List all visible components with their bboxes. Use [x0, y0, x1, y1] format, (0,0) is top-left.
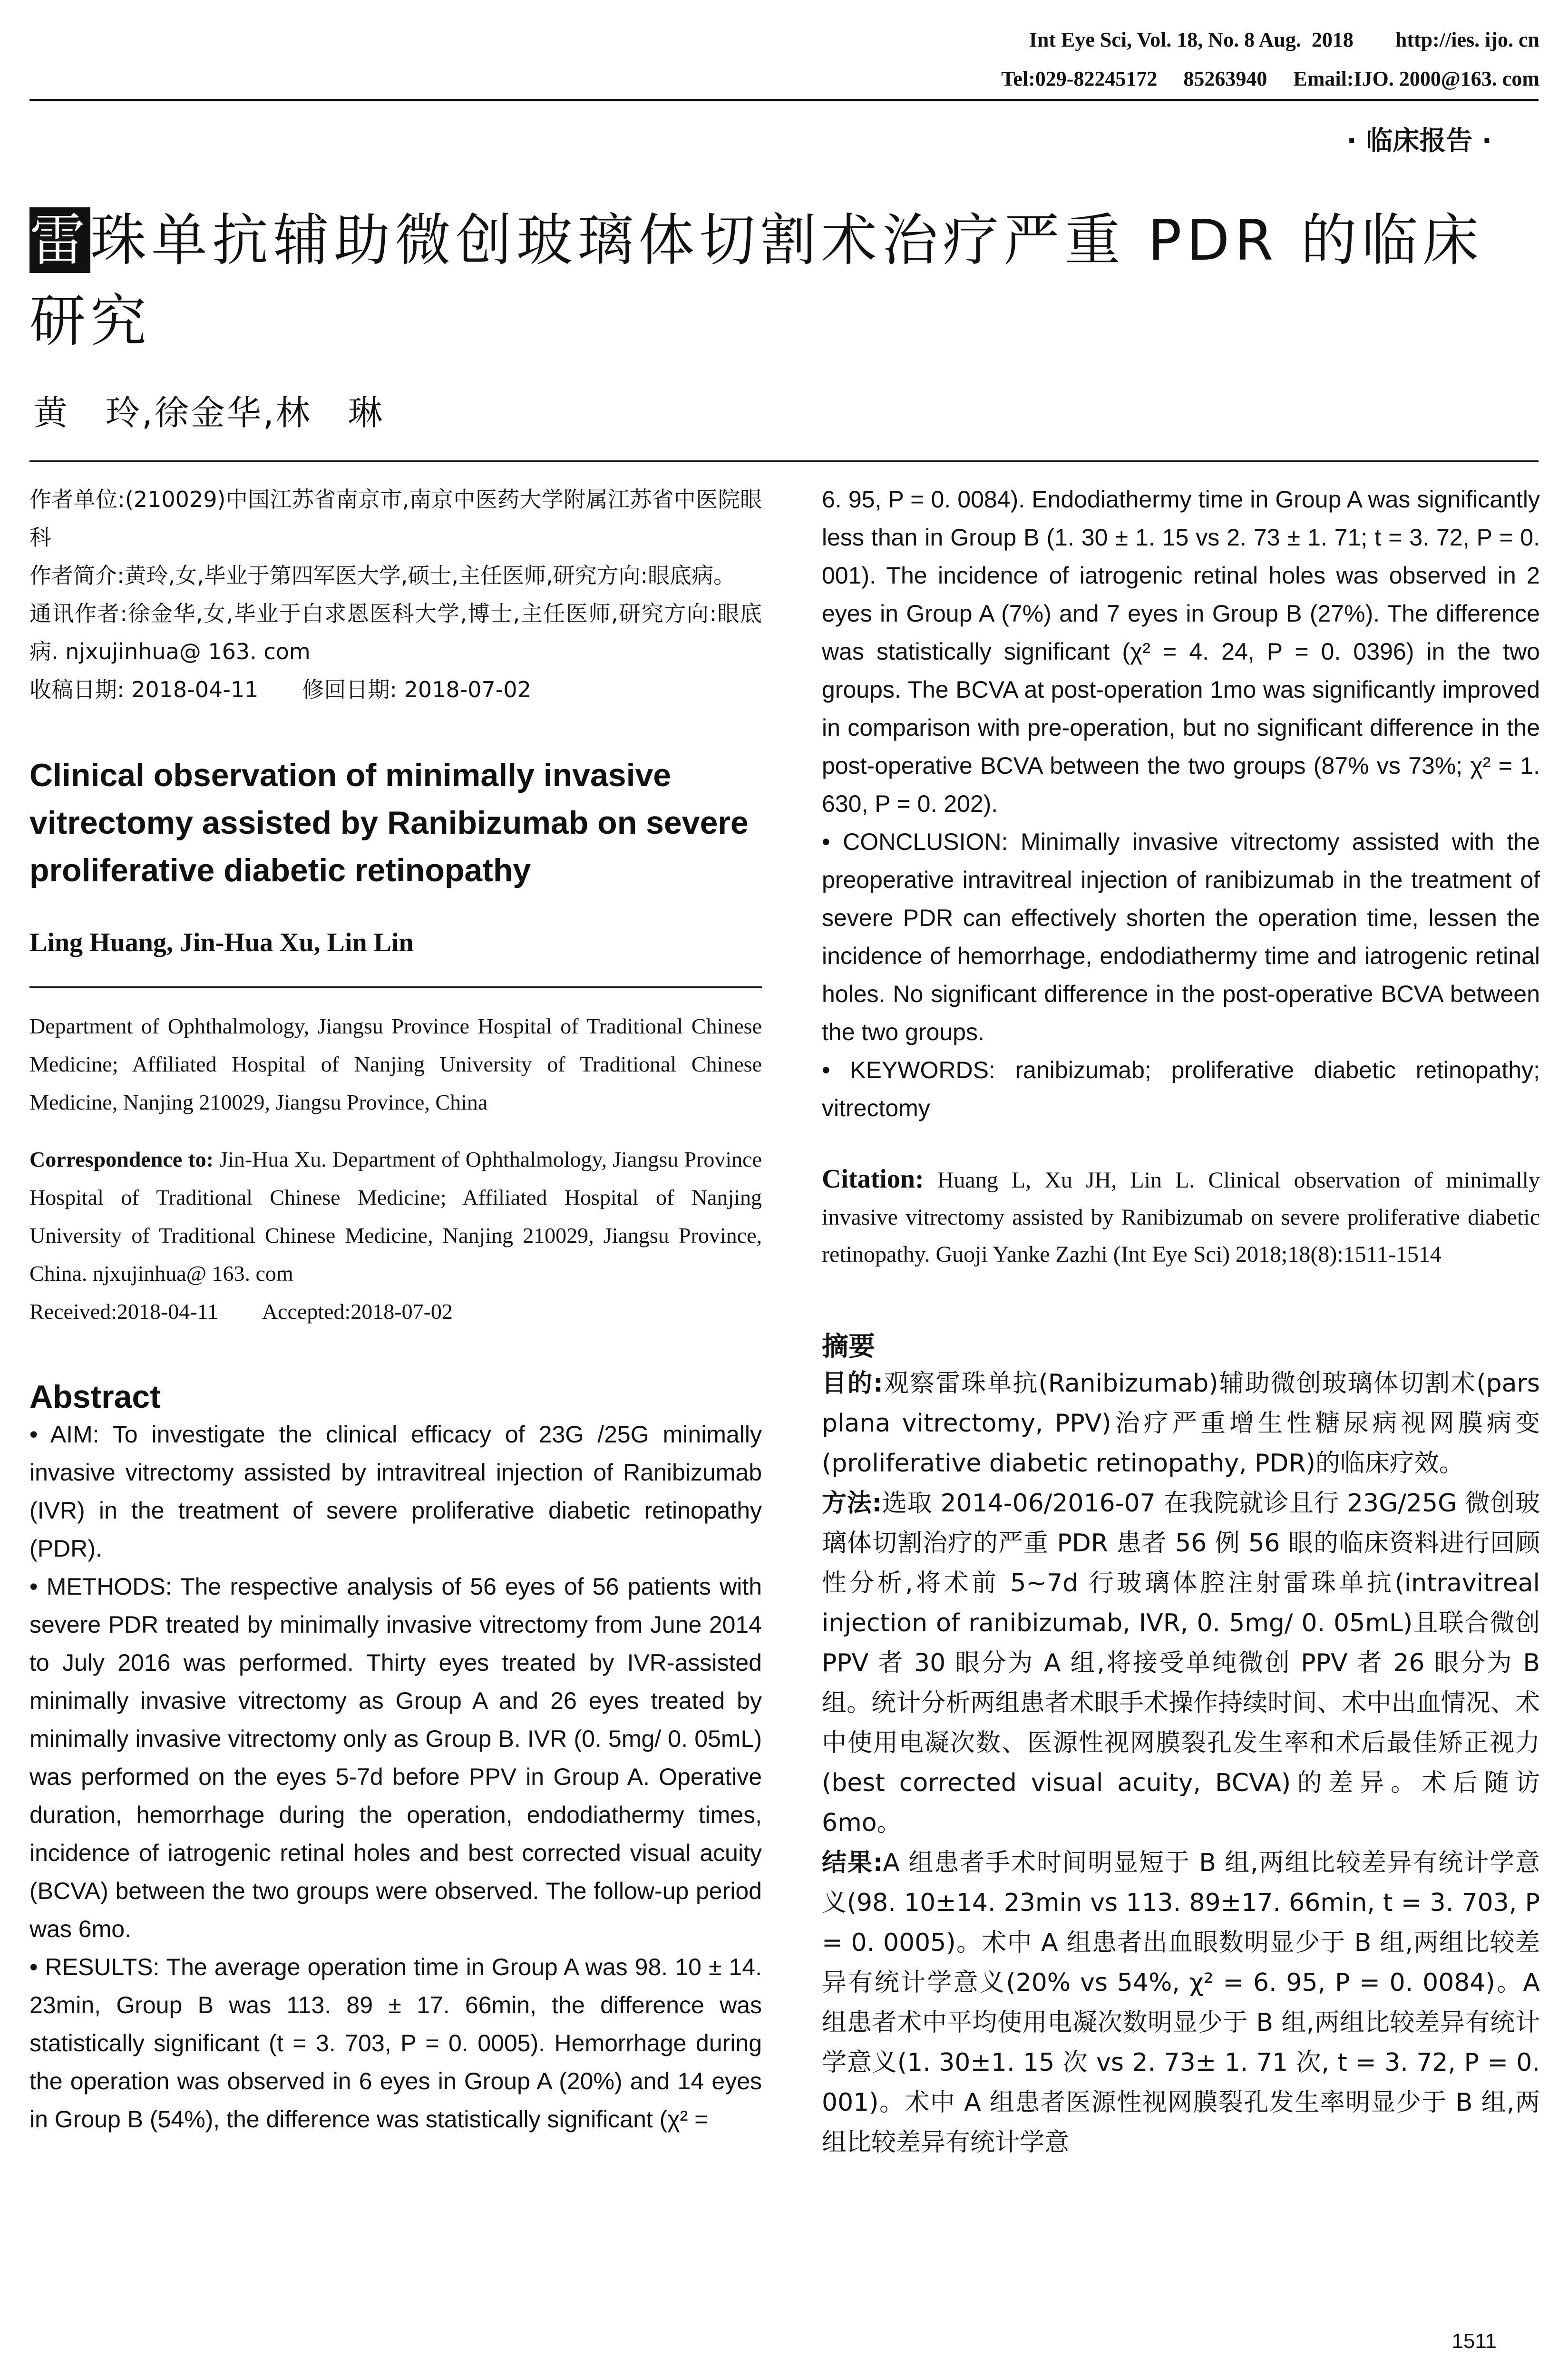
dates-cn: 收稿日期: 2018-04-11 修回日期: 2018-07-02 [29, 677, 531, 702]
section-tag: · 临床报告 · [1346, 126, 1492, 156]
article-title-cn [29, 200, 1542, 361]
header-rule [29, 99, 1539, 101]
authors-en: Ling Huang, Jin-Hua Xu, Lin Lin [29, 927, 762, 988]
cn-abstract-aim [822, 1364, 1540, 1483]
abstract-methods: • METHODS: The respective analysis of 56 eyes of 56 patients with severe PDR treated by minimally invasive vitrectomy from June 2014 to July 2016 was performed. Thirty eyes treated by IVR-assisted minimally invasive vitrectomy as Group A and 26 eyes treated by minimally invasive vitrectomy only as Group B. IVR (0. 5mg/ 0. 05mL) was performed on the eyes 5-7d before PPV in Group A. Operative duration, hemorrhage during the operation, endodiathermy times, incidence of iatrogenic retinal holes and best corrected visual acuity (BCVA) between the two groups were observed. The follow-up period was 6mo. [29, 1573, 762, 1942]
citation-label: Citation: [822, 1164, 924, 1194]
article-title-en: Clinical observation of minimally invasive vitrectomy assisted by Ranibizumab on severe proliferative diabetic retinopathy [29, 757, 749, 888]
abstract-results-cont: 6. 95, P = 0. 0084). Endodiathermy time in Group A was significantly less than in Group B (1. 30 ± 1. 15 vs 2. 73 ± 1. 71; t = 3. 72, P = 0. 001). The incidence of iatrogenic retinal holes was observed in 2 eyes in Group A (7%) and 7 eyes in Group B (27%). The difference was statistically significant (χ² = 4. 24, P = 0. 0396) in the two groups. The BCVA at post-operation 1mo was significantly improved in comparison with pre-operation, but no significant difference in the post-operative BCVA between the two groups (87% vs 73%; χ² = 1. 630, P = 0. 202). [822, 486, 1540, 817]
cn-abstract-results [822, 1843, 1540, 2163]
correspondence-en [29, 1140, 762, 1293]
abstract-results: • RESULTS: The average operation time in Group A was 98. 10 ± 14. 23min, Group B was 113. 89 ± 17. 66min, the difference was statistically significant (t = 3. 703, P = 0. 0005). Hemorrhage during the operation was observed in 6 eyes in Group A (20%) and 14 eyes in Group B (54%), the difference was statistically significant (χ² = [29, 1954, 762, 2133]
title-first-char: 雷 [29, 207, 91, 273]
author-bio: 作者简介:黄玲,女,毕业于第四军医大学,硕士,主任医师,研究方向:眼底病。 [29, 563, 736, 588]
correspondence-label: Correspondence to: [29, 1147, 214, 1171]
cn-abstract-methods [822, 1483, 1540, 1843]
abstract-heading: Abstract [29, 1379, 161, 1415]
right-column [822, 480, 1540, 2163]
correspondence-text: Jin-Hua Xu. Department of Ophthalmology, Jiangsu Province Hospital of Traditional Chinese Medicine; Affiliated Hospital of Nanjing University of Traditional Chinese Medicine, Nanjing 210029, Jiangsu Province, China. njxujinhua@ 163. com [29, 1147, 762, 1286]
left-column [29, 480, 762, 2138]
citation [822, 1160, 1540, 1273]
cn-methods-text: 选取 2014-06/2016-07 在我院就诊且行 23G/25G 微创玻璃体切割治疗的严重 PDR 患者 56 例 56 眼的临床资料进行回顾性分析,将术前 5~7d 行玻璃体腔注射雷珠单抗(intravitreal injection of ranibizumab, IVR, 0. 5mg/ 0. 05mL)且联合微创 PPV 者 30 眼分为 A 组,将接受单纯微创 PPV 者 26 眼分为 B 组。统计分析两组患者术眼手术操作持续时间、术中出血情况、术中使用电凝次数、医源性视网膜裂孔发生率和术后最佳矫正视力(best corrected visual acuity, BCVA)的差异。术后随访 6mo。 [822, 1489, 1540, 1837]
received-accepted: Received:2018-04-11 Accepted:2018-07-02 [29, 1299, 453, 1324]
citation-text: Huang L, Xu JH, Lin L. Clinical observation of minimally invasive vitrectomy assisted by Ranibizumab on severe proliferative diabetic retinopathy. Guoji Yanke Zazhi (Int Eye Sci) 2018;18(8):1511-1514 [822, 1168, 1540, 1267]
cn-results-text: A 组患者手术时间明显短于 B 组,两组比较差异有统计学意义(98. 10±14. 23min vs 113. 89±17. 66min, t = 3. 703, P = 0. 0005)。术中 A 组患者出血眼数明显少于 B 组,两组比较差异有统计学意义(20% vs 54%, χ² = 6. 95, P = 0. 0084)。A 组患者术中平均使用电凝次数明显少于 B 组,两组比较差异有统计学意义(1. 30±1. 15 次 vs 2. 73± 1. 71 次, t = 3. 72, P = 0. 001)。术中 A 组患者医源性视网膜裂孔发生率明显少于 B 组,两组比较差异有统计学意 [822, 1849, 1540, 2157]
abstract-keywords: • KEYWORDS: ranibizumab; proliferative diabetic retinopathy; vitrectomy [822, 1057, 1540, 1121]
cn-methods-label: 方法: [822, 1489, 882, 1518]
journal-header-line1: Int Eye Sci, Vol. 18, No. 8 Aug. 2018 http://ies. ijo. cn [1029, 28, 1539, 51]
page-number: 1511 [1451, 2329, 1497, 2353]
cn-abstract-heading: 摘要 [822, 1331, 875, 1362]
author-unit: 作者单位:(210029)中国江苏省南京市,南京中医药大学附属江苏省中医院眼科 [29, 487, 762, 550]
abstract-aim: • AIM: To investigate the clinical efficacy of 23G /25G minimally invasive vitrectomy assisted by intravitreal injection of Ranibizumab (IVR) in the treatment of severe proliferative diabetic retinopathy (PDR). [29, 1421, 762, 1562]
journal-header-line2: Tel:029-82245172 85263940 Email:IJO. 2000@163. com [1001, 67, 1539, 90]
title-rest: 珠单抗辅助微创玻璃体切割术治疗严重 PDR 的临床研究 [29, 207, 1484, 354]
authors-cn: 黄 玲,徐金华,林 琳 [33, 393, 384, 433]
affiliation-en: Department of Ophthalmology, Jiangsu Province Hospital of Traditional Chinese Medicine; Affiliated Hospital of Nanjing University of Traditional Chinese Medicine, Nanjing 210029, Jiangsu Province, China [29, 1014, 762, 1114]
corresponding-author-cn: 通讯作者:徐金华,女,毕业于白求恩医科大学,博士,主任医师,研究方向:眼底病. njxujinhua@ 163. com [29, 601, 762, 664]
cn-results-label: 结果: [822, 1849, 883, 1877]
cn-aim-label: 目的: [822, 1369, 883, 1398]
abstract-conclusion: • CONCLUSION: Minimally invasive vitrectomy assisted with the preoperative intravitreal injection of ranibizumab in the treatment of severe PDR can effectively shorten the operation time, lessen the incidence of hemorrhage, endodiathermy time and iatrogenic retinal holes. No significant difference in the post-operative BCVA between the two groups. [822, 828, 1540, 1045]
cn-aim-text: 观察雷珠单抗(Ranibizumab)辅助微创玻璃体切割术(pars plana vitrectomy, PPV)治疗严重增生性糖尿病视网膜病变(proliferative diabetic retinopathy, PDR)的临床疗效。 [822, 1369, 1540, 1478]
authors-rule [29, 460, 1539, 462]
